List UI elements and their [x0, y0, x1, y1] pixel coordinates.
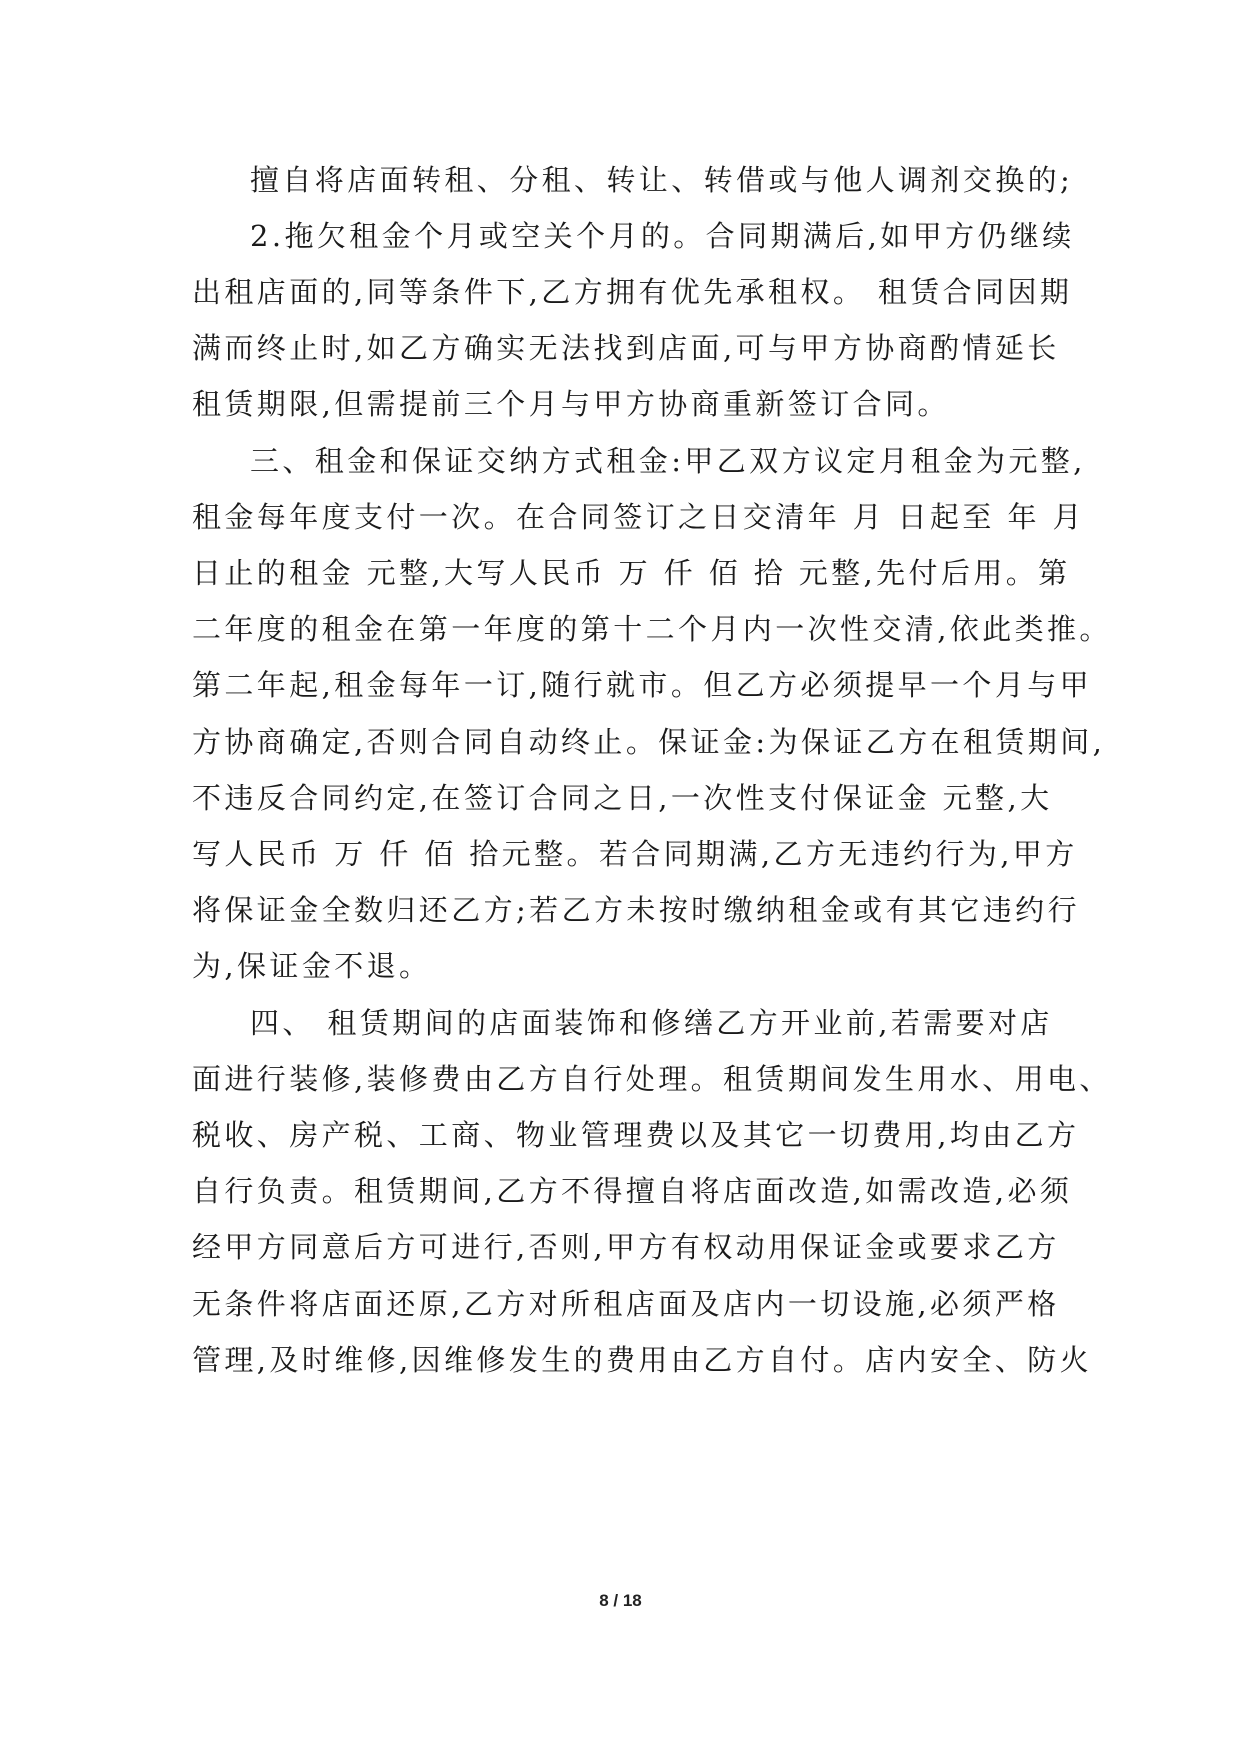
text-line-17: 面进行装修,装修费由乙方自行处理。租赁期间发生用水、用电、 — [192, 1062, 1112, 1096]
text-line-10: 第二年起,租金每年一订,随行就市。但乙方必须提早一个月与甲 — [192, 668, 1093, 702]
text-line-12: 不违反合同约定,在签订合同之日,一次性支付保证金 元整,大 — [192, 781, 1053, 815]
text-line-9: 二年度的租金在第一年度的第十二个月内一次性交清,依此类推。 — [192, 612, 1112, 646]
text-line-21: 无条件将店面还原,乙方对所租店面及店内一切设施,必须严格 — [192, 1287, 1060, 1321]
text-line-13: 写人民币 万 仟 佰 拾元整。若合同期满,乙方无违约行为,甲方 — [192, 837, 1078, 871]
text-line-11: 方协商确定,否则合同自动终止。保证金:为保证乙方在租赁期间, — [192, 725, 1106, 759]
text-line-2: 2.拖欠租金个月或空关个月的。合同期满后,如甲方仍继续 — [250, 219, 1075, 253]
text-line-20: 经甲方同意后方可进行,否则,甲方有权动用保证金或要求乙方 — [192, 1230, 1060, 1264]
text-line-7: 租金每年度支付一次。在合同签订之日交清年 月 日起至 年 月 — [192, 500, 1085, 534]
text-line-15: 为,保证金不退。 — [192, 949, 432, 983]
text-line-8: 日止的租金 元整,大写人民币 万 仟 佰 拾 元整,先付后用。第 — [192, 556, 1071, 590]
page-number: 8 / 18 — [599, 1591, 642, 1610]
text-line-3: 出租店面的,同等条件下,乙方拥有优先承租权。 租赁合同因期 — [192, 275, 1073, 309]
text-line-6: 三、租金和保证交纳方式租金:甲乙双方议定月租金为元整, — [250, 444, 1086, 478]
text-line-22: 管理,及时维修,因维修发生的费用由乙方自付。店内安全、防火 — [192, 1343, 1093, 1377]
text-line-19: 自行负责。租赁期间,乙方不得擅自将店面改造,如需改造,必须 — [192, 1174, 1073, 1208]
text-line-14: 将保证金全数归还乙方;若乙方未按时缴纳租金或有其它违约行 — [192, 893, 1080, 927]
text-line-1: 擅自将店面转租、分租、转让、转借或与他人调剂交换的; — [250, 163, 1074, 197]
text-line-5: 租赁期限,但需提前三个月与甲方协商重新签订合同。 — [192, 387, 950, 421]
text-line-4: 满而终止时,如乙方确实无法找到店面,可与甲方协商酌情延长 — [192, 331, 1060, 365]
text-line-16: 四、 租赁期间的店面装饰和修缮乙方开业前,若需要对店 — [250, 1006, 1053, 1040]
text-line-18: 税收、房产税、工商、物业管理费以及其它一切费用,均由乙方 — [192, 1118, 1080, 1152]
